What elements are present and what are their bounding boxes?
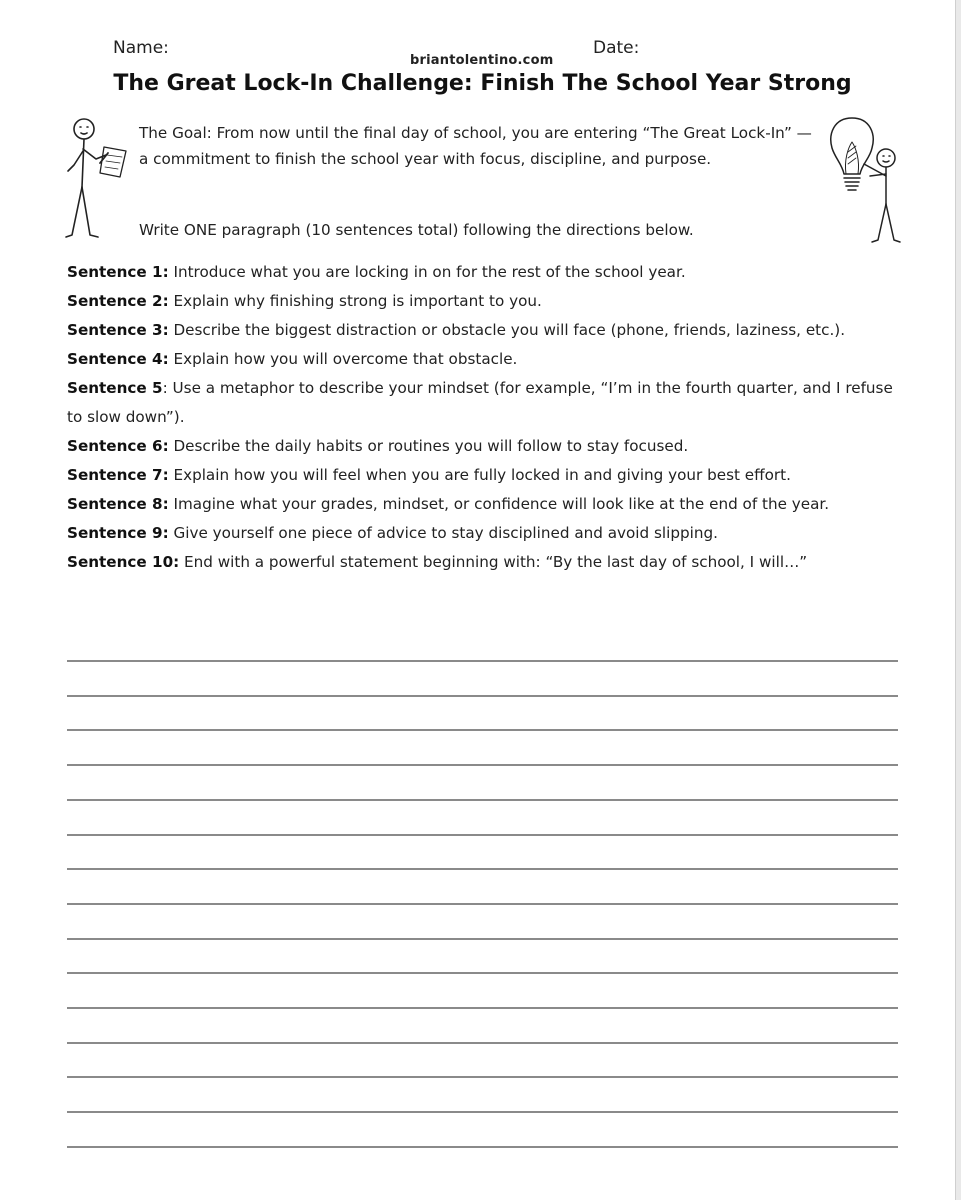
sentence-text: Explain why finishing strong is important to you. bbox=[168, 292, 542, 310]
writing-line[interactable] bbox=[67, 834, 898, 836]
sentence-text: Explain how you will overcome that obstacle. bbox=[168, 350, 518, 368]
writing-line[interactable] bbox=[67, 1111, 898, 1113]
stick-figure-writing-icon bbox=[60, 115, 132, 245]
writing-line[interactable] bbox=[67, 972, 898, 974]
list-item bbox=[67, 374, 897, 432]
sentence-label: Sentence 1: bbox=[67, 263, 169, 281]
writing-line[interactable] bbox=[67, 938, 898, 940]
page-title: The Great Lock-In Challenge: Finish The School Year Strong bbox=[113, 71, 852, 96]
sentence-label: Sentence 5 bbox=[67, 379, 163, 397]
list-item bbox=[67, 490, 897, 519]
goal-paragraph: The Goal: From now until the final day of school, you are entering “The Great Lock-In” — a commitment to finish the school year with focus, discipline, and purpose. bbox=[139, 124, 812, 168]
sentence-label: Sentence 9: bbox=[67, 524, 169, 542]
sentence-label: Sentence 7: bbox=[67, 466, 169, 484]
sentence-text: Explain how you will feel when you are fully locked in and giving your best effort. bbox=[168, 466, 791, 484]
writing-line[interactable] bbox=[67, 695, 898, 697]
writing-line[interactable] bbox=[67, 1076, 898, 1078]
date-label: Date: bbox=[593, 38, 640, 58]
sentence-label: Sentence 8: bbox=[67, 495, 169, 513]
writing-line[interactable] bbox=[67, 729, 898, 731]
writing-line[interactable] bbox=[67, 660, 898, 662]
writing-line[interactable] bbox=[67, 764, 898, 766]
header-row bbox=[0, 38, 955, 68]
sentence-text: Give yourself one piece of advice to stay disciplined and avoid slipping. bbox=[168, 524, 718, 542]
writing-line[interactable] bbox=[67, 799, 898, 801]
sentence-text: Introduce what you are locking in on for the rest of the school year. bbox=[168, 263, 686, 281]
writing-line[interactable] bbox=[67, 868, 898, 870]
writing-line[interactable] bbox=[67, 1007, 898, 1009]
list-item bbox=[67, 287, 897, 316]
sentence-text: Describe the daily habits or routines you will follow to stay focused. bbox=[168, 437, 689, 455]
list-item bbox=[67, 461, 897, 490]
list-item bbox=[67, 519, 897, 548]
list-item bbox=[67, 432, 897, 461]
sentence-text: End with a powerful statement beginning with: “By the last day of school, I will…” bbox=[179, 553, 808, 571]
sentence-label: Sentence 10: bbox=[67, 553, 180, 571]
sentence-text: : Use a metaphor to describe your mindset (for example, “I’m in the fourth quarter, and I refuse to slow down”). bbox=[67, 379, 893, 426]
sentence-text: Describe the biggest distraction or obstacle you will face (phone, friends, laziness, etc.). bbox=[168, 321, 846, 339]
website-label: briantolentino.com bbox=[410, 53, 554, 68]
writing-line[interactable] bbox=[67, 903, 898, 905]
name-label: Name: bbox=[113, 38, 169, 58]
writing-line[interactable] bbox=[67, 1042, 898, 1044]
sentence-label: Sentence 2: bbox=[67, 292, 169, 310]
sentence-label: Sentence 3: bbox=[67, 321, 169, 339]
sentence-directions-list bbox=[67, 258, 897, 577]
list-item bbox=[67, 548, 897, 577]
sentence-text: Imagine what your grades, mindset, or confidence will look like at the end of the year. bbox=[168, 495, 830, 513]
list-item bbox=[67, 258, 897, 287]
instructions-text: Write ONE paragraph (10 sentences total) following the directions below. bbox=[139, 221, 694, 239]
list-item bbox=[67, 316, 897, 345]
sentence-label: Sentence 6: bbox=[67, 437, 169, 455]
list-item bbox=[67, 345, 897, 374]
sentence-label: Sentence 4: bbox=[67, 350, 169, 368]
writing-line[interactable] bbox=[67, 1146, 898, 1148]
